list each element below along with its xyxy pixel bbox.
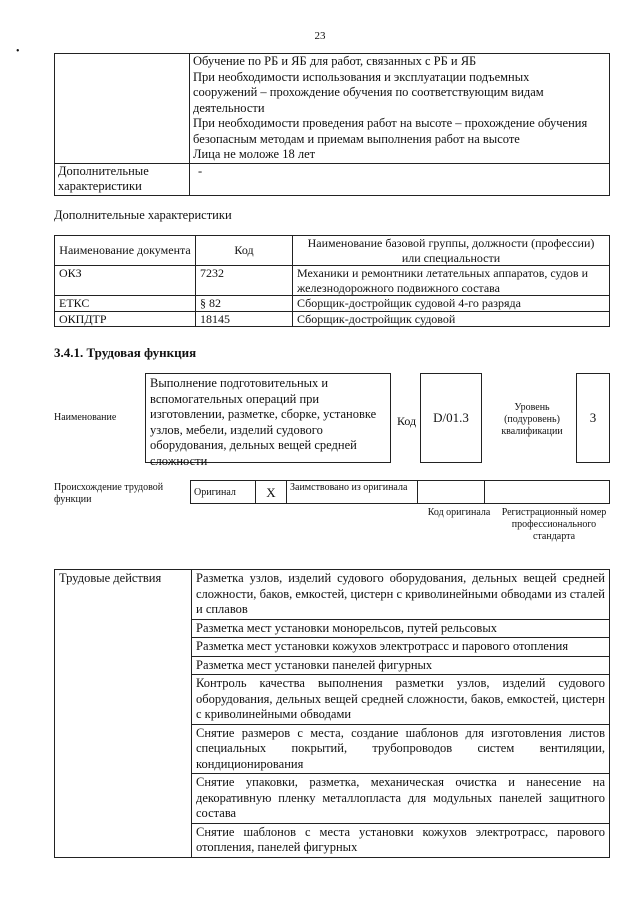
function-title: 3.4.1. Трудовая функция	[54, 345, 197, 360]
doc-code: 18145	[196, 311, 293, 327]
page-number: 23	[314, 30, 326, 42]
action-item: Разметка мест установки монорельсов, путей рельсовых	[192, 619, 610, 638]
classification-table	[54, 235, 610, 327]
name-label: Наименование	[54, 412, 117, 423]
action-item: Снятие шаблонов с места установки кожухов электротрасс, парового отопления, панелей фигурных	[192, 823, 610, 857]
requirements-cell	[190, 54, 610, 164]
header-doc-name: Наименование документа	[55, 236, 196, 266]
function-name: Выполнение подготовительных и вспомогательных операций при изготовлении, разметке, сборке, установке узлов, мебели, изделий судового оборудования, дельных вещей средней сложности	[145, 373, 391, 463]
requirement-line: Обучение по РБ и ЯБ для работ, связанных с РБ и ЯБ	[193, 54, 477, 68]
requirement-line: При необходимости проведения работ на высоте – прохождение обучения	[193, 116, 588, 130]
doc-name: ОКЗ	[55, 266, 196, 296]
requirement-line: сооружений – прохождение обучения по соответствующим видам	[193, 85, 544, 99]
level-label: Уровень (подуровень) квалификации	[501, 402, 563, 437]
origin-table	[190, 480, 610, 504]
additional-label: Дополнительные характеристики	[55, 163, 190, 195]
action-item: Снятие размеров с места, создание шаблонов для изготовления листов специальных покрытий, трубопроводов систем вентиляции, кондиционирования	[192, 724, 610, 774]
code-original-cell	[418, 481, 485, 504]
doc-name: ОКПДТР	[55, 311, 196, 327]
table-row	[55, 311, 610, 327]
header-group-name: Наименование базовой группы, должности (профессии) или специальности	[293, 236, 610, 266]
requirement-line: При необходимости использования и эксплуатации подъемных	[193, 69, 530, 84]
original-mark: X	[256, 481, 287, 504]
margin-mark: •	[16, 46, 20, 57]
action-item: Контроль качества выполнения разметки узлов, изделий судового оборудования, дельных вещей средней сложности, баков, емкостей, цистерн с криволинейными обводами	[192, 675, 610, 725]
doc-code: § 82	[196, 296, 293, 312]
header-code: Код	[196, 236, 293, 266]
code-original-label: Код оригинала	[427, 507, 491, 518]
group-name: Механики и ремонтники летательных аппаратов, судов и железнодорожного подвижного состава	[293, 266, 610, 296]
action-item: Разметка мест установки панелей фигурных	[192, 656, 610, 675]
additional-value: -	[190, 163, 610, 195]
actions-table	[54, 569, 610, 858]
original-label: Оригинал	[191, 481, 256, 504]
doc-code: 7232	[196, 266, 293, 296]
requirement-line: деятельности	[193, 100, 265, 115]
action-item: Разметка узлов, изделий судового оборудования, дельных вещей средней сложности, баков, емкостей, цистерн с криволинейными обводами из сталей и сплавов	[192, 570, 610, 620]
requirement-line: безопасным методам и приемам выполнения работ на высоте	[193, 131, 520, 146]
code-value: D/01.3	[420, 373, 482, 463]
level-value: 3	[576, 373, 610, 463]
reg-number-label: Регистрационный номер профессионального стандарта	[501, 507, 607, 542]
additional-title: Дополнительные характеристики	[54, 208, 232, 222]
code-label: Код	[397, 414, 417, 428]
table-row	[55, 266, 610, 296]
borrowed-label: Заимствовано из оригинала	[287, 481, 418, 504]
actions-label: Трудовые действия	[55, 570, 192, 858]
action-item: Снятие упаковки, разметка, механическая очистка и нанесение на декоративную пленку металлопласта для модульных панелей защитного состава	[192, 774, 610, 824]
reg-number-cell	[485, 481, 610, 504]
origin-label: Происхождение трудовой функции	[54, 482, 164, 505]
group-name: Сборщик-достройщик судовой 4-го разряда	[293, 296, 610, 312]
requirements-label-cell	[55, 54, 190, 164]
action-item: Разметка мест установки кожухов электротрасс и парового отопления	[192, 638, 610, 657]
doc-name: ЕТКС	[55, 296, 196, 312]
table-row	[55, 570, 610, 620]
group-name: Сборщик-достройщик судовой	[293, 311, 610, 327]
requirement-line: Лица не моложе 18 лет	[193, 147, 316, 161]
table-row	[55, 296, 610, 312]
requirements-table	[54, 53, 610, 196]
